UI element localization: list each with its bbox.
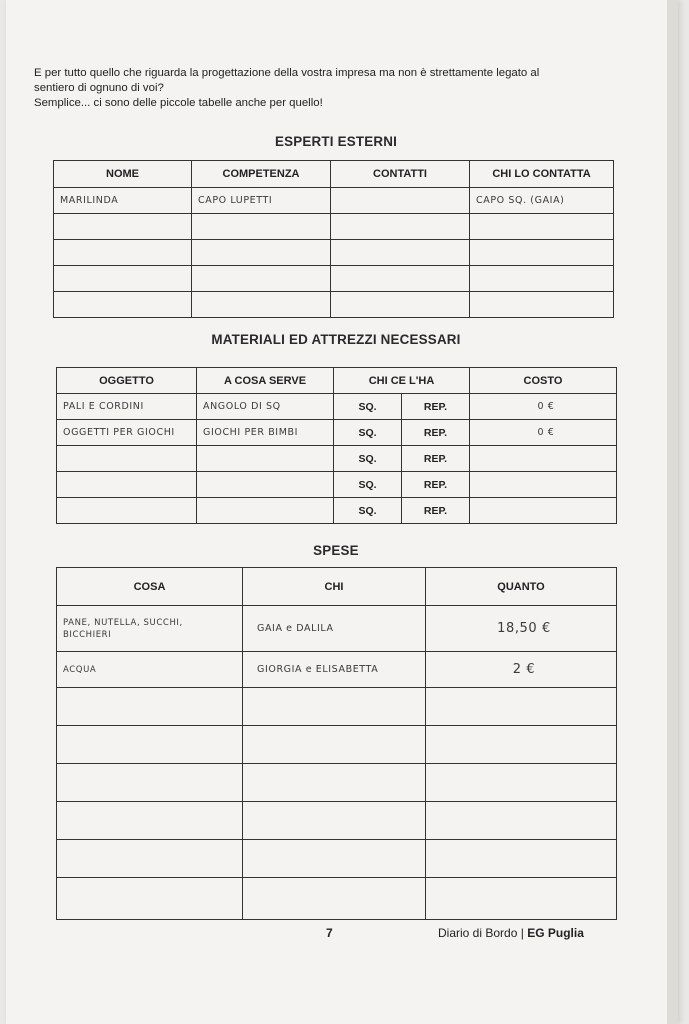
header-competenza: COMPETENZA xyxy=(192,161,331,188)
chi-cell xyxy=(243,688,426,726)
quanto-cell: 18,50 € xyxy=(426,606,617,652)
serve-cell xyxy=(197,472,334,498)
intro-text xyxy=(34,66,634,111)
bleed-through-text xyxy=(68,934,71,944)
table-row xyxy=(57,764,617,802)
table-row xyxy=(57,446,617,472)
chi-cell xyxy=(243,840,426,878)
header-a-cosa-serve: A COSA SERVE xyxy=(197,368,334,394)
table-row xyxy=(54,240,614,266)
esperti-cell xyxy=(54,214,192,240)
footer-separator: | xyxy=(520,926,524,940)
serve-cell: ANGOLO DI SQ xyxy=(197,394,334,420)
esperti-cell xyxy=(331,240,470,266)
table-row xyxy=(54,266,614,292)
serve-cell xyxy=(197,446,334,472)
chi-cell xyxy=(243,726,426,764)
table-row xyxy=(57,802,617,840)
quanto-cell xyxy=(426,726,617,764)
costo-cell xyxy=(470,472,617,498)
serve-cell: GIOCHI PER BIMBI xyxy=(197,420,334,446)
cosa-cell xyxy=(57,840,243,878)
header-chi-ce-lha: CHI CE L'HA xyxy=(334,368,470,394)
table-row xyxy=(57,420,617,446)
intro-line-2: sentiero di ognuno di voi? xyxy=(34,82,164,94)
footer-brand-line xyxy=(438,926,584,940)
costo-cell: 0 € xyxy=(470,394,617,420)
esperti-cell xyxy=(470,240,614,266)
diary-page xyxy=(6,0,678,1024)
chi-cell xyxy=(243,878,426,920)
rep-label: REP. xyxy=(402,472,470,498)
chi-cell: GAIA e DALILA xyxy=(243,606,426,652)
oggetto-cell xyxy=(57,498,197,524)
esperti-cell xyxy=(470,266,614,292)
sq-label: SQ. xyxy=(334,394,402,420)
esperti-cell xyxy=(54,292,192,318)
quanto-cell xyxy=(426,764,617,802)
cosa-cell xyxy=(57,688,243,726)
esperti-cell xyxy=(192,266,331,292)
table-row xyxy=(57,606,617,652)
esperti-cell xyxy=(470,214,614,240)
esperti-title: ESPERTI ESTERNI xyxy=(274,134,398,149)
sq-label: SQ. xyxy=(334,498,402,524)
sq-label: SQ. xyxy=(334,446,402,472)
cosa-line-1: PANE, NUTELLA, SUCCHI, xyxy=(63,617,183,628)
costo-cell xyxy=(470,498,617,524)
oggetto-cell xyxy=(57,446,197,472)
header-cosa: COSA xyxy=(57,568,243,606)
esperti-cell xyxy=(192,292,331,318)
esperti-cell: MARILINDA xyxy=(54,188,192,214)
cosa-cell xyxy=(57,802,243,840)
oggetto-cell xyxy=(57,472,197,498)
rep-label: REP. xyxy=(402,420,470,446)
quanto-cell xyxy=(426,840,617,878)
page-edge xyxy=(667,0,678,1024)
table-row xyxy=(57,688,617,726)
serve-cell xyxy=(197,498,334,524)
esperti-cell xyxy=(54,266,192,292)
cosa-line-1: ACQUA xyxy=(63,664,97,675)
chi-cell xyxy=(243,802,426,840)
table-row xyxy=(54,214,614,240)
cosa-line-2: BICCHIERI xyxy=(63,629,112,640)
quanto-cell xyxy=(426,878,617,920)
header-costo: COSTO xyxy=(470,368,617,394)
rep-label: REP. xyxy=(402,394,470,420)
rep-label: REP. xyxy=(402,498,470,524)
esperti-cell xyxy=(331,266,470,292)
header-contatti: CONTATTI xyxy=(331,161,470,188)
footer-brand: EG Puglia xyxy=(527,926,584,940)
materiali-title: MATERIALI ED ATTREZZI NECESSARI xyxy=(211,332,461,347)
sq-label: SQ. xyxy=(334,420,402,446)
intro-line-1: E per tutto quello che riguarda la progettazione della vostra impresa ma non è strettamente legato al xyxy=(34,67,540,79)
costo-cell xyxy=(470,446,617,472)
esperti-cell xyxy=(331,188,470,214)
table-row xyxy=(54,188,614,214)
quanto-cell xyxy=(426,802,617,840)
esperti-cell xyxy=(470,292,614,318)
oggetto-cell: PALI E CORDINI xyxy=(57,394,197,420)
cosa-cell xyxy=(57,606,243,652)
header-chi: CHI xyxy=(243,568,426,606)
esperti-cell xyxy=(331,214,470,240)
esperti-cell: CAPO SQ. (GAIA) xyxy=(470,188,614,214)
table-row xyxy=(57,652,617,688)
quanto-cell: 2 € xyxy=(426,652,617,688)
table-row xyxy=(57,394,617,420)
table-row xyxy=(54,292,614,318)
esperti-cell xyxy=(192,214,331,240)
esperti-table xyxy=(53,160,614,318)
quanto-cell xyxy=(426,688,617,726)
header-nome: NOME xyxy=(54,161,192,188)
intro-line-3: Semplice... ci sono delle piccole tabelle anche per quello! xyxy=(34,97,323,109)
esperti-cell xyxy=(54,240,192,266)
header-chi-lo-contatta: CHI LO CONTATTA xyxy=(470,161,614,188)
table-row xyxy=(57,498,617,524)
oggetto-cell: OGGETTI PER GIOCHI xyxy=(57,420,197,446)
chi-cell: GIORGIA e ELISABETTA xyxy=(243,652,426,688)
table-row xyxy=(57,726,617,764)
cosa-cell xyxy=(57,652,243,688)
rep-label: REP. xyxy=(402,446,470,472)
sq-label: SQ. xyxy=(334,472,402,498)
table-row xyxy=(57,878,617,920)
table-row xyxy=(57,472,617,498)
esperti-cell xyxy=(331,292,470,318)
chi-cell xyxy=(243,764,426,802)
spese-title: SPESE xyxy=(313,543,359,558)
header-quanto: QUANTO xyxy=(426,568,617,606)
spese-table xyxy=(56,567,617,920)
page-number: 7 xyxy=(326,926,333,940)
costo-cell: 0 € xyxy=(470,420,617,446)
esperti-cell xyxy=(192,240,331,266)
cosa-cell xyxy=(57,878,243,920)
table-row xyxy=(57,840,617,878)
cosa-cell xyxy=(57,726,243,764)
footer-journal: Diario di Bordo xyxy=(438,926,518,940)
header-oggetto: OGGETTO xyxy=(57,368,197,394)
materiali-table xyxy=(56,367,617,524)
esperti-cell: CAPO LUPETTI xyxy=(192,188,331,214)
cosa-cell xyxy=(57,764,243,802)
